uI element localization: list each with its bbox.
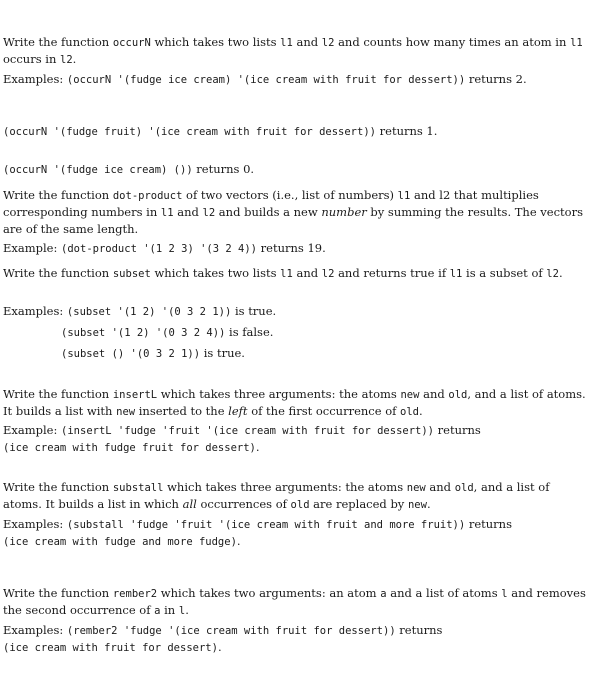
occurN-example-3: (occurN '(fudge ice cream) ()) returns 0.: [3, 162, 255, 176]
subset-description: Write the function subset which takes two lists l1 and l2 and returns true if l1 is a subset of l2.: [3, 266, 563, 280]
function-name: insertL: [112, 389, 158, 401]
function-name: substall: [112, 482, 164, 494]
function-name: rember2: [112, 588, 158, 600]
function-name: dot-product: [112, 190, 183, 202]
occurN-example-2: (occurN '(fudge fruit) '(ice cream with fruit for dessert)) returns 1.: [3, 124, 438, 138]
subset-example-3: (subset () '(0 3 2 1)) is true.: [61, 346, 245, 360]
rember2-example: Examples: (rember2 'fudge '(ice cream with fruit for dessert)) returns (ice cream with fruit for dessert).: [3, 623, 443, 654]
substall-example: Examples: (substall 'fudge 'fruit '(ice cream with fruit and more fruit)) returns (ice cream with fudge and more fudge).: [3, 517, 512, 548]
dot-product-description: Write the function dot-product of two vectors (i.e., list of numbers) l1 and l2 that multiplies corresponding numbers in l1 and l2 and builds a new number by summing the results. The vectors are of the same length.: [3, 188, 583, 236]
subset-example-1: Examples: (subset '(1 2) '(0 3 2 1)) is true.: [3, 304, 277, 318]
occurN-example-1: Examples: (occurN '(fudge ice cream) '(ice cream with fruit for dessert)) returns 2.: [3, 72, 527, 86]
function-name: subset: [112, 268, 151, 280]
subset-example-2: (subset '(1 2) '(0 3 2 4)) is false.: [61, 325, 274, 339]
substall-description: Write the function substall which takes three arguments: the atoms new and old, and a list of atoms. It builds a list in which all occurrences of old are replaced by new.: [3, 480, 550, 511]
insertL-example: Example: (insertL 'fudge 'fruit '(ice cream with fruit for dessert)) returns (ice cream with fudge fruit for dessert).: [3, 423, 481, 454]
dot-product-example: Example: (dot-product '(1 2 3) '(3 2 4)) returns 19.: [3, 241, 326, 255]
function-name: occurN: [112, 37, 151, 49]
rember2-description: Write the function rember2 which takes two arguments: an atom a and a list of atoms l and removes the second occurrence of a in l.: [3, 586, 586, 617]
insertL-description: Write the function insertL which takes three arguments: the atoms new and old, and a list of atoms. It builds a list with new inserted to the left of the first occurrence of old.: [3, 387, 586, 418]
occurN-description: Write the function occurN which takes two lists l1 and l2 and counts how many times an atom in l1 occurs in l2.: [3, 35, 583, 66]
